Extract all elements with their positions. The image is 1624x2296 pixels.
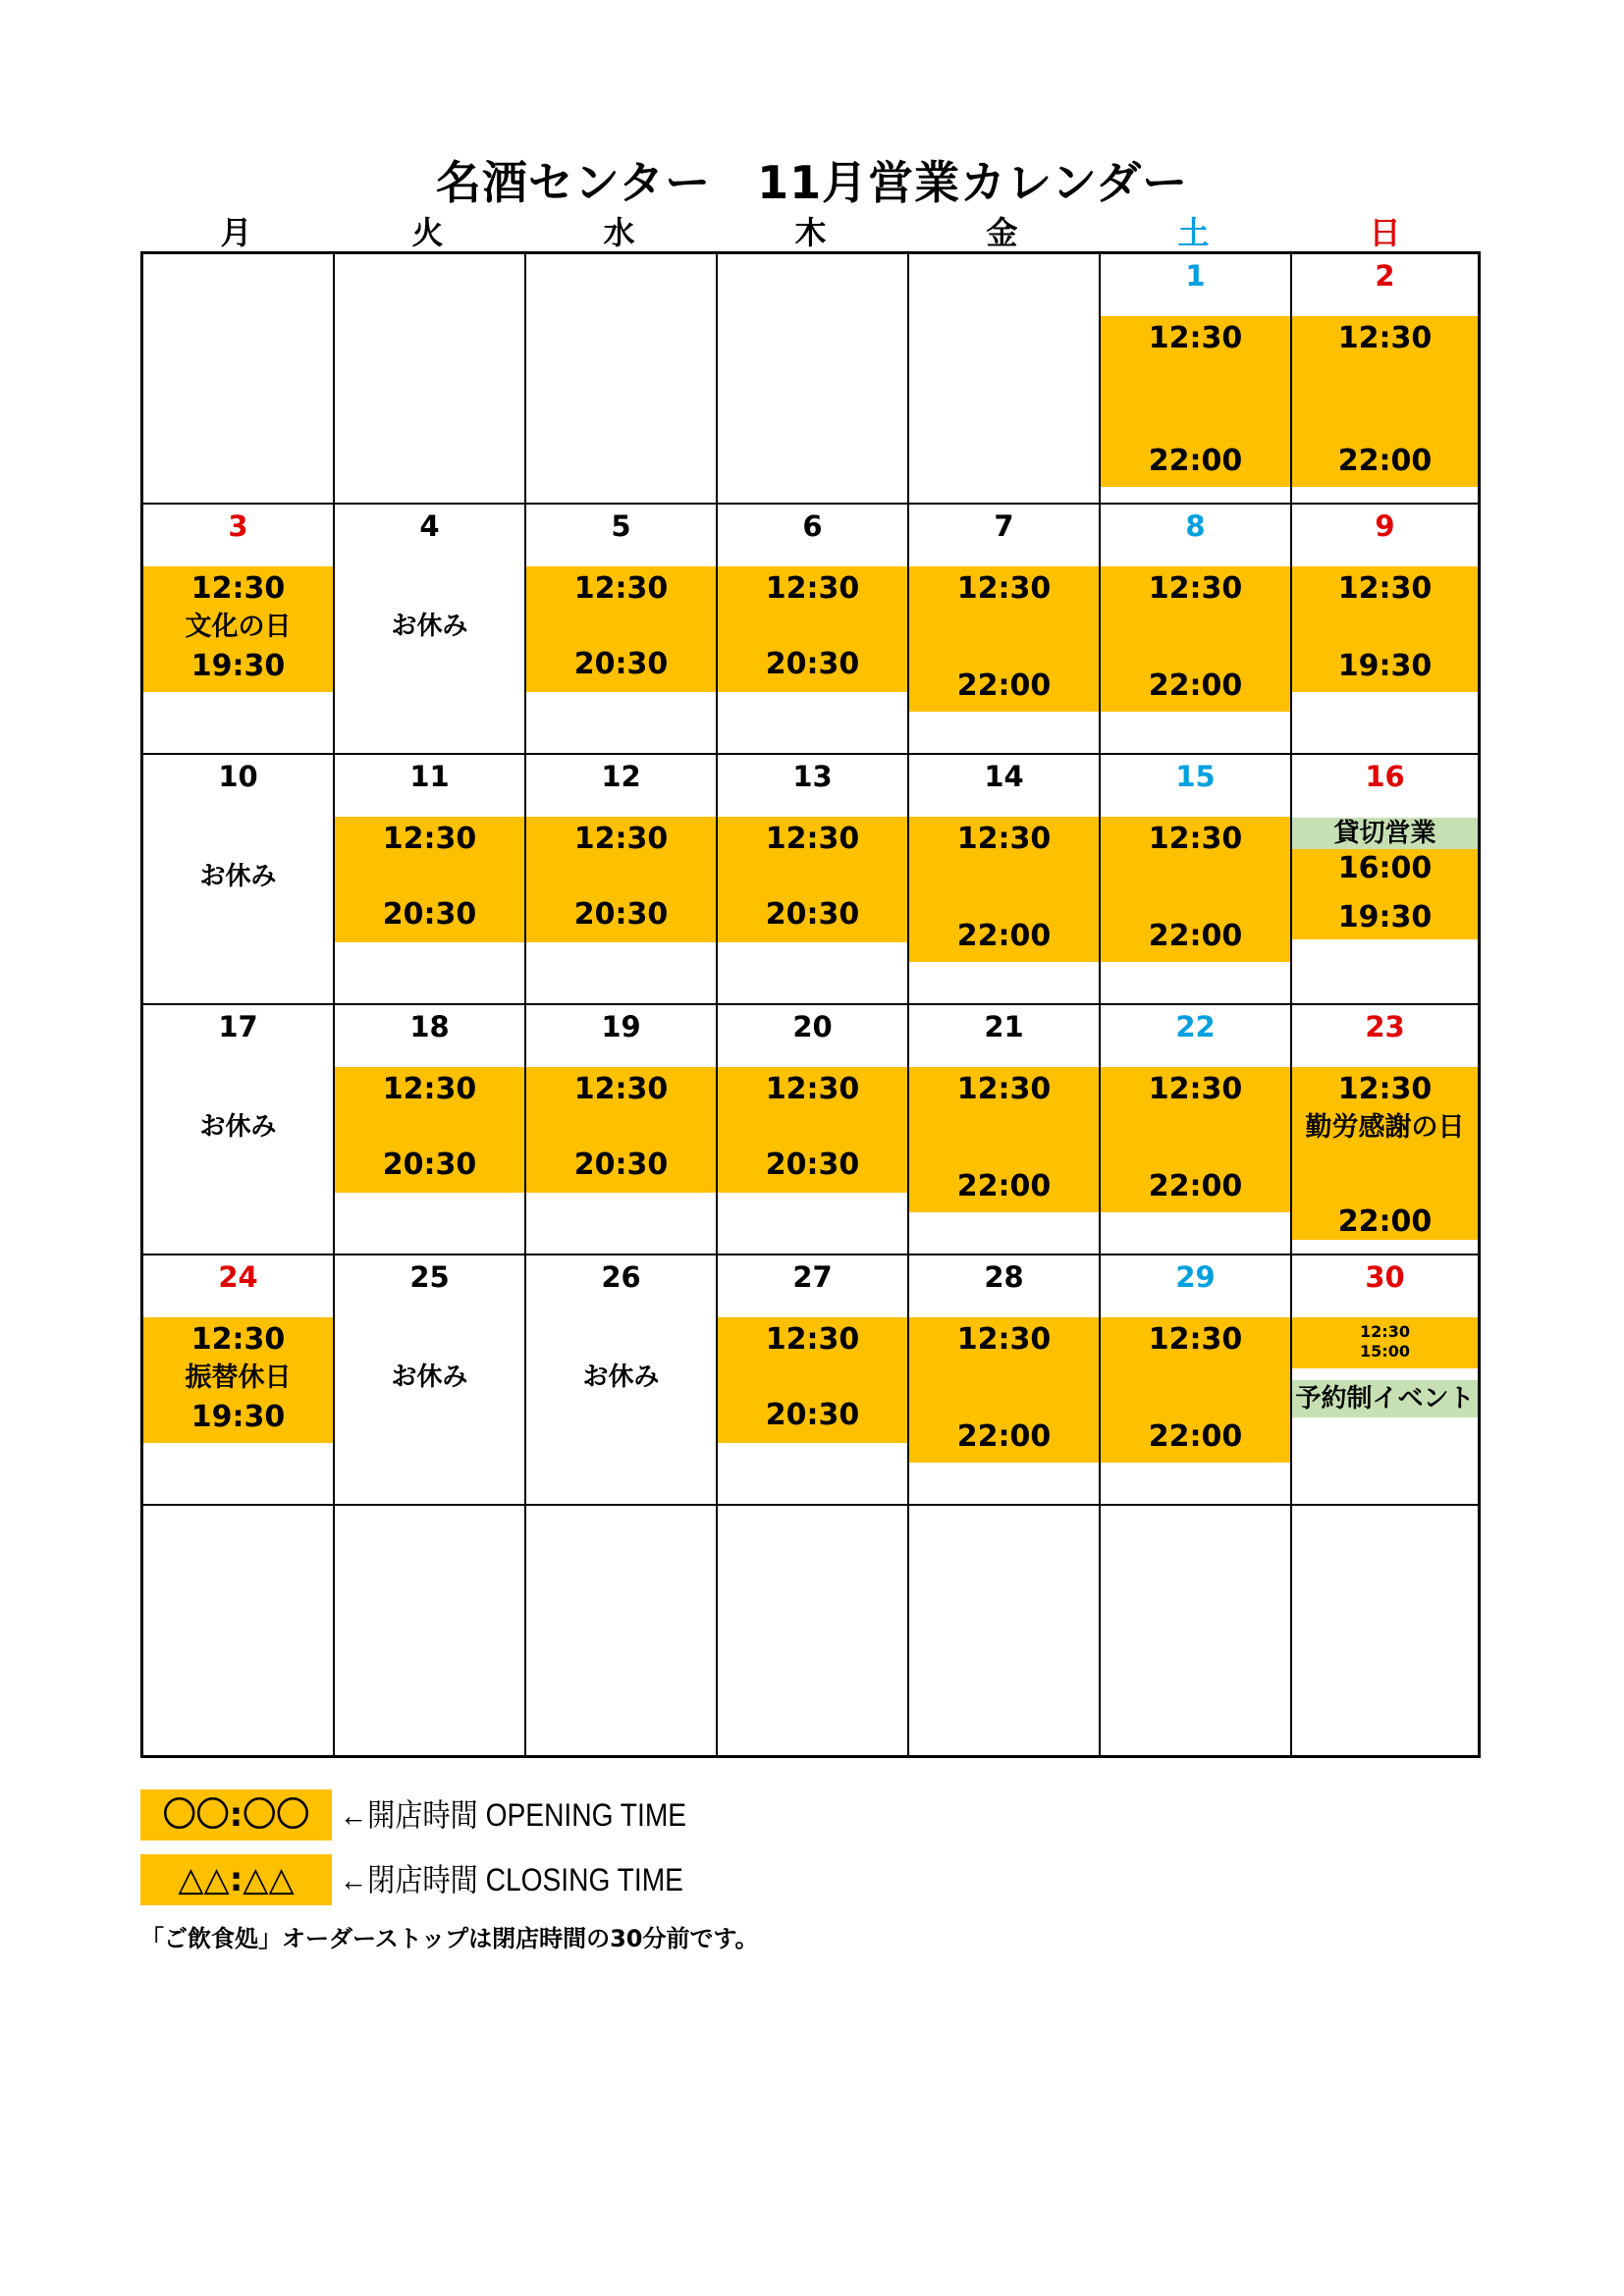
opening-time: 12:30 [382,1072,477,1106]
hours-band [1101,1317,1290,1463]
day-cell [143,755,335,1005]
hours-band [1292,316,1478,487]
day-number: 24 [218,1260,258,1294]
hours-band [909,566,1099,712]
closed-label: お休み [582,1362,660,1392]
closing-time: 19:30 [190,649,286,683]
day-cell [1292,755,1478,1005]
order-stop-note: 「ご飲食処」オーダーストップは閉店時間の30分前です。 [140,1925,759,1952]
closing-time: 22:00 [956,1169,1052,1203]
day-number: 7 [994,509,1014,543]
day-cell [718,1005,909,1255]
empty-cell [1292,1506,1478,1755]
empty-cell [718,254,909,505]
closing-time: 20:30 [765,897,860,932]
opening-time: 12:30 [956,822,1052,856]
page-title: 名酒センター 11月営業カレンダー [435,156,1189,209]
day-number: 1 [1185,259,1206,293]
opening-time: 16:00 [1337,851,1433,885]
closing-time: 22:00 [1148,1419,1243,1454]
calendar-grid [140,251,1481,1758]
hours-band [526,566,716,692]
weekday-label: 土 [1177,214,1210,251]
closing-time: 22:00 [956,919,1052,953]
day-cell [335,755,526,1005]
closing-time: 15:00 [1360,1342,1410,1361]
empty-cell [143,254,335,505]
day-cell [335,1255,526,1506]
day-cell [143,1255,335,1506]
closed-label: お休み [199,1112,277,1142]
closing-time: 20:30 [765,1148,860,1182]
hours-band [1101,566,1290,712]
opening-time: 12:30 [1337,321,1433,355]
opening-time: 12:30 [1337,1072,1433,1106]
day-number: 23 [1365,1010,1405,1043]
empty-cell [335,254,526,505]
day-cell [1101,755,1292,1005]
hours-band [909,1067,1099,1212]
day-number: 9 [1375,509,1395,543]
day-number: 8 [1185,509,1206,543]
day-cell [1101,1005,1292,1255]
closed-label: お休み [391,1362,468,1392]
empty-cell [335,1506,526,1755]
day-cell [335,505,526,755]
opening-time: 12:30 [765,822,860,856]
legend-closing-swatch: △△:△△ [140,1854,332,1905]
opening-time: 12:30 [765,571,860,606]
opening-time: 12:30 [190,571,286,606]
hours-band [718,1317,907,1443]
day-cell [718,1255,909,1506]
day-cell [1292,254,1478,505]
day-cell [1101,254,1292,505]
day-cell [526,1255,718,1506]
day-number: 4 [419,509,440,543]
weekday-label: 木 [794,214,827,251]
closing-time: 22:00 [1337,444,1433,478]
opening-time: 12:30 [573,571,669,606]
opening-time: 12:30 [956,571,1052,606]
day-number: 27 [792,1260,833,1294]
hours-band [718,817,907,942]
holiday-note: 文化の日 [185,612,292,642]
day-number: 20 [792,1010,833,1043]
closing-time: 19:30 [1337,649,1433,683]
day-number: 2 [1375,259,1395,293]
hours-band [1292,1067,1478,1240]
legend-opening-label: ←開店時間 OPENING TIME [340,1797,687,1833]
empty-cell [909,1506,1101,1755]
closing-time: 19:30 [1337,900,1433,934]
weekday-label: 金 [986,214,1018,251]
day-cell [718,505,909,755]
hours-band [1101,316,1290,487]
closing-time: 20:30 [573,897,669,932]
day-cell [1292,1005,1478,1255]
holiday-note: 振替休日 [185,1362,292,1393]
day-number: 28 [984,1260,1024,1294]
day-number: 21 [984,1010,1024,1043]
hours-band [526,817,716,942]
empty-cell [143,1506,335,1755]
day-number: 18 [409,1010,450,1043]
empty-cell [526,1506,718,1755]
event-badge: 貸切営業 [1292,818,1478,849]
closing-time: 22:00 [1148,668,1243,703]
closed-label: お休み [391,612,468,641]
closing-time: 20:30 [765,647,860,681]
day-cell [526,755,718,1005]
opening-time: 12:30 [765,1072,860,1106]
event-badge: 予約制イベント [1292,1380,1478,1417]
hours-band [718,1067,907,1193]
day-number: 22 [1175,1010,1216,1043]
hours-band [718,566,907,692]
hours-band [1101,1067,1290,1212]
closed-label: お休み [199,862,277,891]
closing-time: 22:00 [956,668,1052,703]
empty-cell [526,254,718,505]
day-number: 14 [984,760,1024,793]
holiday-note: 勤労感謝の日 [1305,1112,1465,1143]
opening-time: 12:30 [382,822,477,856]
opening-time: 12:30 [1148,1322,1243,1357]
day-cell [1292,505,1478,755]
hours-band [1292,849,1478,939]
day-number: 10 [218,760,258,793]
opening-time: 12:30 [573,1072,669,1106]
weekday-label: 水 [603,214,635,251]
weekday-header [140,208,1481,251]
day-cell [909,505,1101,755]
day-cell [909,755,1101,1005]
opening-time: 12:30 [573,822,669,856]
day-cell [526,1005,718,1255]
hours-band [1292,566,1478,692]
day-cell [909,1005,1101,1255]
day-cell [526,505,718,755]
day-number: 16 [1365,760,1405,793]
weekday-label: 月 [220,214,252,251]
day-number: 11 [409,760,450,793]
opening-time: 12:30 [1148,1072,1243,1106]
closing-time: 20:30 [573,1148,669,1182]
hours-band [335,817,524,942]
day-number: 29 [1175,1260,1216,1294]
day-number: 30 [1365,1260,1405,1294]
empty-cell [1101,1506,1292,1755]
opening-time: 12:30 [765,1322,860,1357]
day-number: 3 [228,509,248,543]
day-number: 17 [218,1010,258,1043]
closing-time: 20:30 [382,897,477,932]
closing-time: 22:00 [1148,444,1243,478]
day-cell [143,505,335,755]
closing-time: 22:00 [1148,1169,1243,1203]
closing-time: 22:00 [1337,1204,1433,1239]
day-cell [718,755,909,1005]
weekday-label: 日 [1369,214,1401,251]
day-number: 13 [792,760,833,793]
legend-closing-label: ←閉店時間 CLOSING TIME [340,1862,683,1897]
opening-time: 12:30 [1148,822,1243,856]
day-cell [909,1255,1101,1506]
day-cell [1101,1255,1292,1506]
hours-band [909,817,1099,962]
legend-opening-swatch: 〇〇:〇〇 [140,1789,332,1841]
day-cell [143,1005,335,1255]
day-cell [1292,1255,1478,1506]
opening-time: 12:30 [1148,321,1243,355]
closing-time: 20:30 [382,1148,477,1182]
weekday-label: 火 [411,214,444,251]
day-number: 12 [601,760,641,793]
closing-time: 19:30 [190,1400,286,1434]
closing-time: 20:30 [573,647,669,681]
hours-band [143,1317,333,1443]
opening-time: 12:30 [1148,571,1243,606]
day-number: 19 [601,1010,641,1043]
opening-time: 12:30 [956,1072,1052,1106]
hours-band [335,1067,524,1193]
day-cell [335,1005,526,1255]
hours-band [143,566,333,692]
hours-band [1292,1317,1478,1368]
closing-time: 20:30 [765,1398,860,1432]
day-number: 25 [409,1260,450,1294]
hours-band [526,1067,716,1193]
opening-time: 12:30 [1360,1322,1410,1341]
closing-time: 22:00 [1148,919,1243,953]
day-number: 26 [601,1260,641,1294]
day-number: 6 [802,509,823,543]
hours-band [909,1317,1099,1463]
hours-band [1101,817,1290,962]
opening-time: 12:30 [956,1322,1052,1357]
opening-time: 12:30 [190,1322,286,1357]
day-number: 15 [1175,760,1216,793]
opening-time: 12:30 [1337,571,1433,606]
closing-time: 22:00 [956,1419,1052,1454]
empty-cell [718,1506,909,1755]
day-cell [1101,505,1292,755]
day-number: 5 [611,509,631,543]
empty-cell [909,254,1101,505]
